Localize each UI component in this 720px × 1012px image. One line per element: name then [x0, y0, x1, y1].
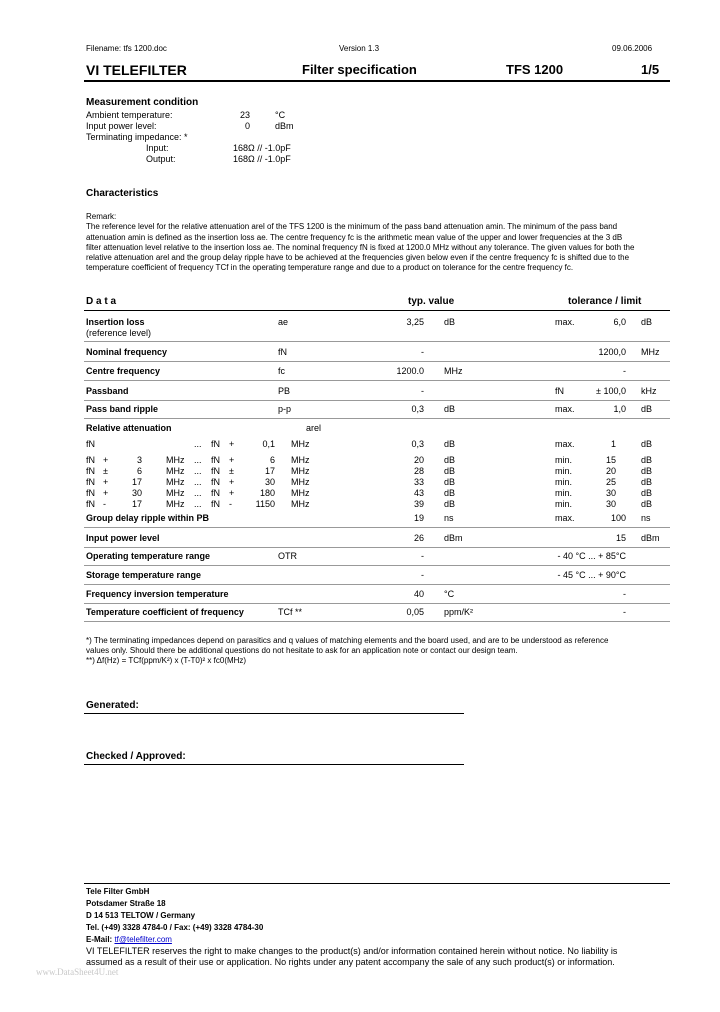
freq-end-symbol: fN — [211, 499, 220, 509]
row-typ-value: - — [421, 570, 424, 580]
row-rule — [84, 418, 670, 419]
rel-limit-value: 1 — [610, 439, 616, 449]
rel-limit-value: 30 — [605, 499, 616, 509]
input-power-value: 0 — [244, 121, 250, 131]
row-limit-value: 1200,0 — [598, 347, 626, 357]
remark-label: Remark: — [86, 212, 117, 221]
freq-start-offset: 30 — [131, 488, 142, 498]
row-label: Insertion loss — [86, 317, 145, 327]
rel-typ-unit: dB — [444, 466, 456, 476]
version: Version 1.3 — [339, 44, 380, 53]
tolerance-header: tolerance / limit — [568, 296, 642, 307]
row-typ-value: 1200.0 — [396, 366, 424, 376]
row-typ-unit: dBm — [444, 533, 463, 543]
row-label: Storage temperature range — [86, 570, 202, 580]
data-title: D a t a — [86, 296, 117, 307]
freq-end-offset: 180 — [259, 488, 275, 498]
impedance-output-label: Output: — [146, 154, 176, 164]
row-symbol: TCf ** — [278, 607, 303, 617]
freq-start-offset: 6 — [136, 466, 142, 476]
row-limit-value: 100 — [610, 513, 626, 523]
row-label: Frequency inversion temperature — [86, 589, 229, 599]
freq-start-unit: MHz — [166, 455, 185, 465]
disclaimer-line-2: assumed as a result of their use or application. No rights under any patent accompany the sale of any such product(s) or information. — [86, 957, 615, 967]
checked-label: Checked / Approved: — [86, 751, 186, 762]
footnote-3: **) Δf(Hz) = TCf(ppm/K²) x (T-T0)² x fc0(MHz) — [86, 656, 247, 665]
relative-attenuation-symbol: arel — [306, 423, 322, 433]
rel-limit-type: min. — [555, 488, 573, 498]
freq-start-unit: MHz — [166, 466, 185, 476]
email-link[interactable]: tf@telefilter.com — [114, 935, 172, 944]
row-typ-value: 40 — [413, 589, 424, 599]
row-limit-value: - 40 °C ... + 85°C — [557, 551, 626, 561]
freq-start-symbol: fN — [86, 499, 95, 509]
row-symbol: OTR — [278, 551, 297, 561]
remark-line-3: filter attenuation level relative to the insertion loss ae. The nominal frequency fN is fixed at 1200.0 MHz without any tolerance. The given values for both the — [86, 243, 635, 252]
freq-start-operator: + — [103, 477, 109, 487]
impedance-output-value: 168Ω // -1.0pF — [233, 154, 291, 164]
row-typ-value: - — [421, 551, 424, 561]
ambient-temp-unit: °C — [275, 110, 286, 120]
rel-limit-unit: dB — [641, 466, 653, 476]
freq-end-symbol: fN — [211, 466, 220, 476]
impedance-label: Terminating impedance: * — [86, 132, 188, 142]
rel-limit-type: min. — [555, 466, 573, 476]
row-typ-value: - — [421, 347, 424, 357]
row-limit-value: ± 100,0 — [596, 386, 626, 396]
remark-line-5: temperature coefficient of frequency TCf in the operating temperature range and due to a product on tolerance for the centre frequency fc. — [86, 263, 574, 272]
rel-typ-value: 0,3 — [411, 439, 424, 449]
row-typ-value: 3,25 — [406, 317, 424, 327]
footer-email-line — [86, 935, 172, 944]
row-rule — [84, 527, 670, 528]
row-rule — [84, 361, 670, 362]
row-limit-value: - — [623, 607, 626, 617]
header-rule — [84, 80, 670, 82]
freq-range-dots: ... — [194, 439, 202, 449]
freq-start-symbol: fN — [86, 466, 95, 476]
remark-line-4: relative attenuation arel and the group delay ripple have to be achieved at the frequencies given below even if the centre frequency fc is shifted due to the — [86, 253, 630, 262]
freq-start-offset: 17 — [131, 499, 142, 509]
row-symbol: fN — [278, 347, 287, 357]
measurement-title: Measurement condition — [86, 97, 199, 108]
row-label: Nominal frequency — [86, 347, 168, 357]
email-label: E-Mail: — [86, 935, 115, 944]
rel-limit-value: 15 — [605, 455, 616, 465]
freq-end-operator: + — [229, 488, 235, 498]
freq-range-dots: ... — [194, 499, 202, 509]
freq-end-symbol: fN — [211, 455, 220, 465]
row-limit-value: - — [623, 589, 626, 599]
row-typ-value: 0,3 — [411, 404, 424, 414]
row-label: Operating temperature range — [86, 551, 211, 561]
row-limit-unit: MHz — [641, 347, 660, 357]
footer-rule — [84, 883, 670, 884]
data-header-rule — [84, 310, 670, 311]
freq-end-unit: MHz — [291, 455, 310, 465]
freq-start-symbol: fN — [86, 488, 95, 498]
rel-typ-unit: dB — [444, 477, 456, 487]
disclaimer-line-1: VI TELEFILTER reserves the right to make changes to the product(s) and/or information contained herein without notice. No liability is — [86, 946, 618, 956]
remark-line-1: The reference level for the relative attenuation arel of the TFS 1200 is the minimum of the pass band attenuation amin. The minimum of the pass band — [86, 222, 618, 231]
rel-limit-value: 20 — [605, 466, 616, 476]
filename: Filename: tfs 1200.doc — [86, 44, 167, 53]
row-limit-value: 15 — [615, 533, 626, 543]
row-limit-unit: dBm — [641, 533, 660, 543]
freq-range-dots: ... — [194, 466, 202, 476]
row-limit-type: max. — [555, 513, 575, 523]
freq-end-operator: + — [229, 477, 235, 487]
row-limit-type: max. — [555, 404, 575, 414]
rel-typ-value: 39 — [413, 499, 424, 509]
footer-city: D 14 513 TELTOW / Germany — [86, 911, 196, 920]
row-rule — [84, 341, 670, 342]
row-label: Pass band ripple — [86, 404, 159, 414]
row-rule — [84, 400, 670, 401]
freq-end-symbol: fN — [211, 488, 220, 498]
freq-start-symbol: fN — [86, 439, 95, 449]
page-number: 1/5 — [641, 62, 660, 77]
footer-company: Tele Filter GmbH — [86, 887, 150, 896]
rel-limit-type: min. — [555, 477, 573, 487]
rel-typ-unit: dB — [444, 455, 456, 465]
rel-typ-value: 20 — [413, 455, 424, 465]
row-label: Centre frequency — [86, 366, 161, 376]
row-label: Input power level — [86, 533, 160, 543]
freq-start-unit: MHz — [166, 488, 185, 498]
input-power-label: Input power level: — [86, 121, 157, 131]
row-label: Group delay ripple within PB — [86, 513, 210, 523]
rel-limit-unit: dB — [641, 488, 653, 498]
doc-title: Filter specification — [302, 62, 417, 77]
rel-typ-unit: dB — [444, 499, 456, 509]
row-symbol: PB — [278, 386, 291, 396]
part-number: TFS 1200 — [506, 62, 564, 77]
freq-end-unit: MHz — [291, 488, 310, 498]
freq-end-operator: + — [229, 439, 235, 449]
remark-line-2: attenuation amin is defined as the insertion loss ae. The centre frequency fc is the arithmetic mean value of the upper and lower frequencies at the 3 dB — [86, 233, 623, 242]
row-limit-type: fN — [555, 386, 564, 396]
freq-end-offset: 6 — [269, 455, 275, 465]
rel-typ-value: 28 — [413, 466, 424, 476]
row-sublabel: (reference level) — [86, 328, 152, 338]
rel-limit-type: max. — [555, 439, 575, 449]
row-symbol: ae — [278, 317, 289, 327]
freq-start-offset: 3 — [136, 455, 142, 465]
freq-end-unit: MHz — [291, 499, 310, 509]
row-limit-value: - — [623, 366, 626, 376]
footer-street: Potsdamer Straße 18 — [86, 899, 166, 908]
freq-end-symbol: fN — [211, 439, 220, 449]
freq-end-offset: 30 — [264, 477, 275, 487]
rel-typ-unit: dB — [444, 439, 456, 449]
watermark: www.DataSheet4U.net — [36, 967, 119, 977]
row-symbol: fc — [278, 366, 286, 376]
generated-label: Generated: — [86, 700, 139, 711]
footnote-1: *) The terminating impedances depend on parasitics and q values of matching elements and the board used, and are to be understood as reference — [86, 636, 609, 645]
rel-typ-unit: dB — [444, 488, 456, 498]
generated-rule — [84, 713, 464, 714]
freq-range-dots: ... — [194, 488, 202, 498]
freq-start-operator: + — [103, 455, 109, 465]
freq-end-offset: 1150 — [255, 499, 275, 509]
relative-attenuation-label: Relative attenuation — [86, 423, 172, 433]
row-typ-unit: ppm/K² — [444, 607, 474, 617]
row-limit-unit: dB — [641, 317, 653, 327]
row-rule — [84, 603, 670, 604]
row-rule — [84, 584, 670, 585]
freq-start-operator: + — [103, 488, 109, 498]
freq-end-offset: 0,1 — [262, 439, 275, 449]
freq-end-unit: MHz — [291, 439, 310, 449]
row-rule — [84, 547, 670, 548]
freq-start-symbol: fN — [86, 455, 95, 465]
rel-limit-type: min. — [555, 499, 573, 509]
row-typ-unit: °C — [444, 589, 455, 599]
rel-limit-value: 30 — [605, 488, 616, 498]
freq-end-unit: MHz — [291, 466, 310, 476]
row-typ-value: 26 — [413, 533, 424, 543]
row-limit-value: 6,0 — [613, 317, 626, 327]
freq-end-offset: 17 — [264, 466, 275, 476]
row-limit-unit: kHz — [641, 386, 657, 396]
row-limit-value: - 45 °C ... + 90°C — [557, 570, 626, 580]
row-limit-unit: ns — [641, 513, 651, 523]
row-limit-type: max. — [555, 317, 575, 327]
footnote-2: values only. Should there be additional questions do not hesitate to ask for an application note or contact our design team. — [86, 646, 518, 655]
footer-phone: Tel. (+49) 3328 4784-0 / Fax: (+49) 3328 4784-30 — [86, 923, 264, 932]
impedance-input-label: Input: — [146, 143, 169, 153]
row-label: Temperature coefficient of frequency — [86, 607, 244, 617]
row-limit-value: 1,0 — [613, 404, 626, 414]
row-rule — [84, 380, 670, 381]
typ-value-header: typ. value — [408, 296, 455, 307]
characteristics-title: Characteristics — [86, 188, 159, 199]
checked-rule — [84, 764, 464, 765]
rel-limit-unit: dB — [641, 477, 653, 487]
row-typ-value: - — [421, 386, 424, 396]
impedance-input-value: 168Ω // -1.0pF — [233, 143, 291, 153]
freq-start-unit: MHz — [166, 499, 185, 509]
freq-end-operator: - — [229, 499, 232, 509]
rel-limit-unit: dB — [641, 499, 653, 509]
doc-date: 09.06.2006 — [612, 44, 653, 53]
rel-limit-unit: dB — [641, 439, 653, 449]
row-label: Passband — [86, 386, 129, 396]
rel-limit-unit: dB — [641, 455, 653, 465]
company-name: VI TELEFILTER — [86, 62, 187, 78]
input-power-unit: dBm — [275, 121, 294, 131]
freq-start-operator: - — [103, 499, 106, 509]
freq-range-dots: ... — [194, 455, 202, 465]
row-rule — [84, 621, 670, 622]
freq-start-unit: MHz — [166, 477, 185, 487]
rel-typ-value: 33 — [413, 477, 424, 487]
freq-start-symbol: fN — [86, 477, 95, 487]
ambient-temp-label: Ambient temperature: — [86, 110, 173, 120]
freq-end-operator: + — [229, 455, 235, 465]
freq-start-operator: ± — [103, 466, 108, 476]
freq-range-dots: ... — [194, 477, 202, 487]
row-typ-value: 19 — [413, 513, 424, 523]
rel-limit-type: min. — [555, 455, 573, 465]
freq-end-symbol: fN — [211, 477, 220, 487]
row-typ-unit: ns — [444, 513, 454, 523]
row-typ-unit: dB — [444, 317, 456, 327]
freq-end-operator: ± — [229, 466, 234, 476]
freq-end-unit: MHz — [291, 477, 310, 487]
row-symbol: p-p — [278, 404, 292, 414]
row-typ-value: 0,05 — [406, 607, 424, 617]
ambient-temp-value: 23 — [239, 110, 250, 120]
row-typ-unit: MHz — [444, 366, 463, 376]
row-rule — [84, 565, 670, 566]
row-limit-unit: dB — [641, 404, 653, 414]
rel-limit-value: 25 — [605, 477, 616, 487]
row-typ-unit: dB — [444, 404, 456, 414]
freq-start-offset: 17 — [131, 477, 142, 487]
rel-typ-value: 43 — [413, 488, 424, 498]
